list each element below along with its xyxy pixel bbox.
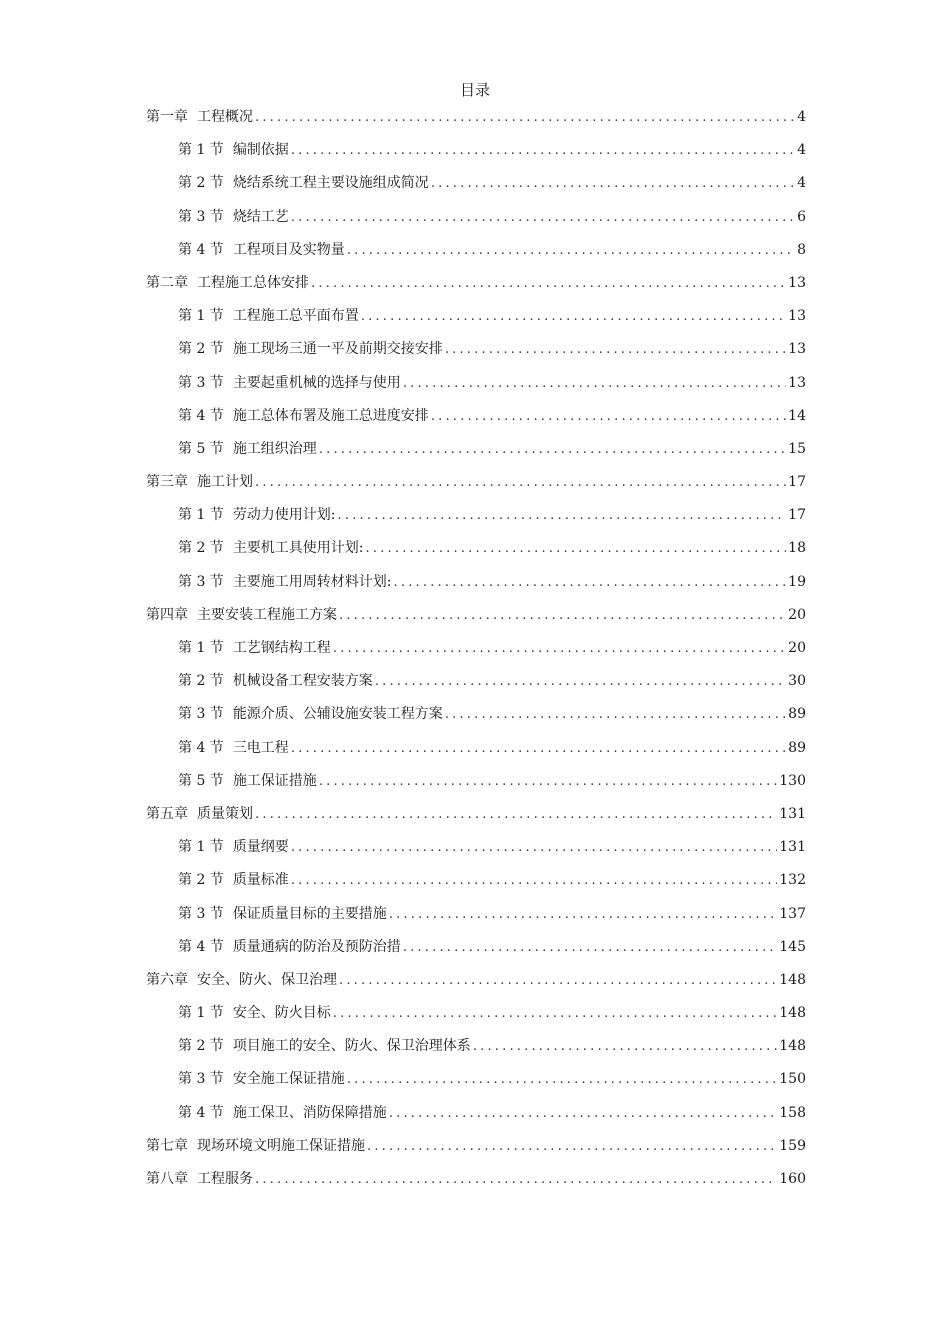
toc-entry-number: 第 3 节 <box>178 374 224 391</box>
toc-entry-label <box>178 867 289 893</box>
toc-dot-leader <box>291 138 795 164</box>
toc-entry-title: 施工总体布署及施工总进度安排 <box>232 407 429 424</box>
toc-dot-leader <box>375 669 786 695</box>
toc-section-entry[interactable] <box>146 237 806 270</box>
toc-dot-leader <box>338 503 787 529</box>
toc-entry-title: 安全、防火、保卫治理 <box>197 971 337 988</box>
toc-chapter-entry[interactable] <box>146 270 806 303</box>
toc-entry-title: 主要安装工程施工方案 <box>197 606 337 623</box>
toc-chapter-entry[interactable] <box>146 1133 806 1166</box>
toc-entry-label <box>178 170 429 196</box>
toc-page-number: 8 <box>797 241 806 258</box>
toc-dot-leader <box>255 802 777 828</box>
toc-entry-number: 第 1 节 <box>178 640 224 656</box>
toc-page-number: 15 <box>788 440 806 457</box>
toc-entry-label <box>178 934 401 960</box>
toc-entry-title: 保证质量目标的主要措施 <box>232 905 387 922</box>
toc-entry-title: 能源介质、公辅设施安装工程方案 <box>232 706 443 723</box>
toc-page-number: 132 <box>779 872 806 889</box>
toc-entry-title: 施工计划 <box>197 474 253 491</box>
toc-entry-number: 第 5 节 <box>178 772 224 789</box>
toc-entry-title: 主要起重机械的选择与使用 <box>232 374 401 391</box>
toc-section-entry[interactable] <box>146 569 806 602</box>
toc-entry-title: 机械设备工程安装方案 <box>232 673 373 690</box>
toc-entry-number: 第 4 节 <box>178 938 224 955</box>
toc-dot-leader <box>291 835 777 861</box>
toc-section-entry[interactable] <box>146 901 806 934</box>
toc-dot-leader <box>367 1134 777 1160</box>
toc-page-number: 89 <box>788 739 806 756</box>
toc-entry-label <box>146 469 253 495</box>
toc-entry-number: 第 4 节 <box>178 241 224 258</box>
toc-entry-number: 第 1 节 <box>178 1005 224 1022</box>
toc-section-entry[interactable] <box>146 934 806 967</box>
toc-section-entry[interactable] <box>146 535 806 568</box>
toc-title: 目录 <box>459 81 490 99</box>
toc-page-number: 30 <box>788 673 806 690</box>
toc-entry-title: 安全、防火目标 <box>232 1005 331 1022</box>
toc-page-number: 131 <box>779 805 806 822</box>
toc-dot-leader <box>431 171 795 197</box>
toc-entry-title: 烧结工艺 <box>232 208 289 225</box>
toc-page-number: 4 <box>797 109 806 125</box>
toc-chapter-entry[interactable] <box>146 602 806 635</box>
toc-page-number: 4 <box>797 142 806 159</box>
toc-section-entry[interactable] <box>146 303 806 336</box>
toc-entry-label <box>178 668 373 694</box>
toc-entry-label <box>146 801 253 827</box>
toc-page-number: 14 <box>788 407 806 424</box>
toc-entry-label <box>178 768 317 794</box>
toc-dot-leader <box>319 437 786 463</box>
toc-section-entry[interactable] <box>146 834 806 867</box>
toc-entry-label <box>178 204 289 230</box>
toc-section-entry[interactable] <box>146 1066 806 1099</box>
toc-section-entry[interactable] <box>146 701 806 734</box>
toc-entry-number: 第三章 <box>146 474 188 491</box>
toc-entry-number: 第 2 节 <box>178 341 224 358</box>
toc-section-entry[interactable] <box>146 336 806 369</box>
toc-entry-label <box>178 303 359 329</box>
toc-page-number: 13 <box>788 341 806 358</box>
toc-dot-leader <box>403 371 786 397</box>
toc-entry-title: 工程项目及实物量 <box>232 241 345 258</box>
toc-page-number: 4 <box>797 175 806 192</box>
toc-section-entry[interactable] <box>146 204 806 237</box>
toc-entry-label <box>146 602 337 628</box>
toc-page-number: 18 <box>788 540 806 557</box>
toc-page-number: 159 <box>779 1137 806 1154</box>
toc-section-entry[interactable] <box>146 137 806 170</box>
toc-dot-leader <box>339 603 786 629</box>
toc-entry-number: 第 3 节 <box>178 1071 224 1088</box>
toc-entry-number: 第 1 节 <box>178 142 224 159</box>
toc-section-entry[interactable] <box>146 403 806 436</box>
toc-entry-label <box>178 901 387 927</box>
toc-dot-leader <box>291 868 777 894</box>
toc-entry-label <box>146 104 253 130</box>
toc-page-number: 150 <box>779 1071 806 1088</box>
toc-chapter-entry[interactable] <box>146 1166 806 1199</box>
toc-entry-label <box>178 502 336 528</box>
toc-entry-number: 第 1 节 <box>178 507 224 524</box>
toc-entry-number: 第 2 节 <box>178 175 224 192</box>
toc-dot-leader <box>255 105 795 131</box>
toc-page-number: 17 <box>788 507 806 524</box>
toc-dot-leader <box>403 935 777 961</box>
toc-entry-title: 质量纲要 <box>232 839 289 856</box>
toc-page-number: 13 <box>788 308 806 325</box>
toc-section-entry[interactable] <box>146 1033 806 1066</box>
toc-page-number: 130 <box>779 772 806 789</box>
toc-dot-leader <box>347 1067 777 1093</box>
toc-entry-title: 工程施工总平面布置 <box>232 308 359 325</box>
toc-entry-label <box>146 967 337 993</box>
toc-entry-title: 项目施工的安全、防火、保卫治理体系 <box>232 1038 471 1055</box>
toc-entry-label <box>178 436 317 462</box>
toc-entry-label <box>178 1000 331 1026</box>
toc-entry-label <box>178 834 289 860</box>
toc-entry-title: 施工保证措施 <box>232 772 317 789</box>
toc-entry-title: 施工保卫、消防保障措施 <box>232 1104 387 1121</box>
toc-entry-number: 第 4 节 <box>178 739 224 756</box>
toc-entry-label <box>178 237 345 263</box>
toc-entry-number: 第 3 节 <box>178 573 224 590</box>
toc-dot-leader <box>333 636 786 662</box>
toc-entry-title: 工程服务 <box>197 1171 253 1187</box>
toc-chapter-entry[interactable] <box>146 104 806 137</box>
toc-section-entry[interactable] <box>146 668 806 701</box>
toc-entry-number: 第 2 节 <box>178 673 224 690</box>
toc-dot-leader <box>255 1167 777 1193</box>
toc-entry-title: 工程概况 <box>197 109 253 125</box>
toc-entry-label <box>178 137 289 163</box>
toc-page-number: 6 <box>797 208 806 225</box>
toc-entry-title: 施工现场三通一平及前期交接安排 <box>232 341 443 358</box>
toc-page-number: 13 <box>788 374 806 391</box>
toc-page-number: 148 <box>779 1038 806 1055</box>
table-of-contents <box>146 104 806 1199</box>
toc-entry-number: 第 4 节 <box>178 1104 224 1121</box>
toc-page-number: 137 <box>779 905 806 922</box>
toc-entry-number: 第 1 节 <box>178 839 224 856</box>
toc-entry-label <box>178 336 443 362</box>
toc-section-entry[interactable] <box>146 370 806 403</box>
toc-section-entry[interactable] <box>146 1100 806 1133</box>
toc-entry-title: 现场环境文明施工保证措施 <box>197 1137 365 1154</box>
toc-dot-leader <box>291 736 786 762</box>
toc-page-number: 148 <box>779 1005 806 1022</box>
toc-dot-leader <box>473 1034 777 1060</box>
toc-dot-leader <box>339 968 777 994</box>
toc-page-number: 148 <box>779 971 806 988</box>
toc-entry-number: 第六章 <box>146 971 188 988</box>
toc-dot-leader <box>333 1001 777 1027</box>
toc-entry-number: 第 4 节 <box>178 407 224 424</box>
toc-entry-number: 第 3 节 <box>178 905 224 922</box>
toc-section-entry[interactable] <box>146 502 806 535</box>
toc-section-entry[interactable] <box>146 867 806 900</box>
toc-section-entry[interactable] <box>146 735 806 768</box>
toc-entry-number: 第 5 节 <box>178 440 224 457</box>
toc-chapter-entry[interactable] <box>146 469 806 502</box>
toc-dot-leader <box>361 304 786 330</box>
toc-entry-number: 第八章 <box>146 1171 188 1187</box>
toc-dot-leader <box>311 271 786 297</box>
toc-entry-title: 质量策划 <box>197 805 253 822</box>
toc-page-number: 20 <box>788 606 806 623</box>
toc-page-number: 89 <box>788 706 806 723</box>
toc-entry-number: 第 3 节 <box>178 208 224 225</box>
toc-page-number: 158 <box>779 1104 806 1121</box>
toc-dot-leader <box>255 470 786 496</box>
toc-entry-label <box>146 270 309 296</box>
toc-page-number: 160 <box>779 1171 806 1187</box>
toc-entry-title: 烧结系统工程主要设施组成简况 <box>232 175 429 192</box>
toc-dot-leader <box>394 570 787 596</box>
toc-page-number: 13 <box>788 274 806 291</box>
toc-section-entry[interactable] <box>146 170 806 203</box>
toc-dot-leader <box>366 536 787 562</box>
toc-entry-number: 第 2 节 <box>178 540 224 557</box>
toc-entry-number: 第四章 <box>146 606 188 623</box>
toc-page-number: 131 <box>779 839 806 856</box>
toc-entry-title: 主要施工用周转材料计划: <box>232 573 392 590</box>
toc-chapter-entry[interactable] <box>146 967 806 1000</box>
toc-entry-number: 第 2 节 <box>178 872 224 889</box>
toc-dot-leader <box>291 205 795 231</box>
toc-entry-title: 质量标准 <box>232 872 289 889</box>
toc-entry-number: 第一章 <box>146 109 188 125</box>
toc-dot-leader <box>431 404 786 430</box>
toc-entry-number: 第 2 节 <box>178 1038 224 1055</box>
toc-section-entry[interactable] <box>146 635 806 668</box>
toc-entry-label <box>178 370 401 396</box>
toc-entry-label <box>178 701 443 727</box>
toc-entry-label <box>178 403 429 429</box>
toc-page-number: 20 <box>788 640 806 656</box>
toc-section-entry[interactable] <box>146 436 806 469</box>
toc-entry-title: 三电工程 <box>232 739 289 756</box>
toc-dot-leader <box>347 238 795 264</box>
toc-entry-label <box>178 1100 387 1126</box>
toc-entry-title: 劳动力使用计划: <box>232 507 336 524</box>
toc-entry-label <box>146 1166 253 1192</box>
toc-entry-title: 工艺钢结构工程 <box>232 640 331 656</box>
toc-dot-leader <box>445 702 786 728</box>
toc-page-number: 145 <box>779 938 806 955</box>
toc-entry-number: 第 3 节 <box>178 706 224 723</box>
toc-entry-title: 安全施工保证措施 <box>232 1071 345 1088</box>
toc-entry-title: 编制依据 <box>232 142 289 159</box>
toc-entry-number: 第五章 <box>146 805 188 822</box>
toc-entry-label <box>178 1066 345 1092</box>
toc-entry-number: 第七章 <box>146 1137 188 1154</box>
toc-page-number: 19 <box>788 573 806 590</box>
toc-chapter-entry[interactable] <box>146 801 806 834</box>
toc-entry-title: 工程施工总体安排 <box>197 274 309 291</box>
toc-entry-number: 第 1 节 <box>178 308 224 325</box>
toc-entry-label <box>178 735 289 761</box>
toc-dot-leader <box>389 1101 777 1127</box>
toc-dot-leader <box>319 769 777 795</box>
toc-entry-label <box>178 635 331 661</box>
toc-entry-label <box>178 1033 471 1059</box>
toc-section-entry[interactable] <box>146 1000 806 1033</box>
toc-dot-leader <box>445 337 786 363</box>
toc-entry-label <box>178 569 392 595</box>
toc-entry-title: 质量通病的防治及预防治措 <box>232 938 401 955</box>
toc-entry-number: 第二章 <box>146 274 188 291</box>
toc-entry-label <box>146 1133 365 1159</box>
toc-entry-title: 施工组织治理 <box>232 440 317 457</box>
toc-entry-label <box>178 535 364 561</box>
toc-entry-title: 主要机工具使用计划: <box>232 540 364 557</box>
toc-page-number: 17 <box>788 474 806 491</box>
toc-section-entry[interactable] <box>146 768 806 801</box>
toc-dot-leader <box>389 902 777 928</box>
